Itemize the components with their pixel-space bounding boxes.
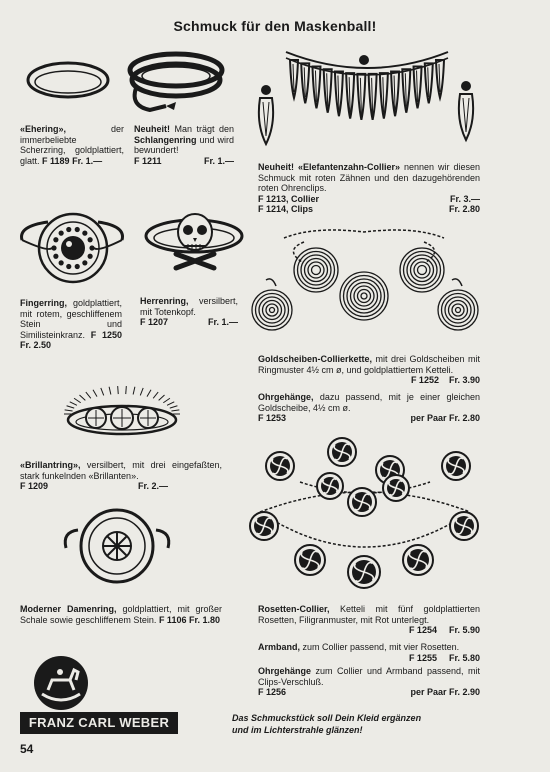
product-description: nennen wir diesen Schmuck mit roten Zähnen und den dazugehörenden roten Ohrenclips.: [258, 162, 480, 194]
product-price: per Paar Fr. 2.90: [410, 687, 480, 698]
product-price: Fr. 5.80: [448, 652, 480, 663]
product-mens-ring: [140, 296, 238, 328]
diamond-ring-illustration: [62, 380, 182, 450]
ladies-ring-illustration: [62, 508, 172, 588]
product-code: F 1211: [134, 155, 162, 166]
product-code: F 1106: [158, 614, 187, 625]
product-price: Fr. 2.50: [20, 340, 52, 351]
page-title: Schmuck für den Maskenball!: [173, 18, 377, 34]
product-price: Fr. 5.90: [448, 625, 480, 636]
product-rosette-earrings: [258, 666, 480, 698]
product-price-2: Fr. 2.80: [448, 204, 480, 215]
brand-logo-bar: FRANZ CARL WEBER: [20, 712, 178, 734]
product-name: Armband,: [258, 642, 301, 652]
product-price: Fr. 1.—: [207, 317, 238, 328]
product-price: Fr. 1.80: [188, 614, 221, 625]
product-code: F 1189: [42, 155, 70, 166]
product-description: Man trägt den: [174, 124, 234, 134]
product-name: Goldscheiben-Collierkette,: [258, 354, 373, 364]
product-name: «Brillantring»,: [20, 460, 81, 470]
product-diamond-ring: [20, 460, 222, 492]
product-description: mit drei Goldscheiben mit Ringmuster 4½ cm ø, und goldplattiertem Ketteli.: [258, 354, 480, 375]
product-description: der immerbeliebte Scherzring, goldplattiert, glatt.: [20, 124, 124, 166]
product-description: zum Collier und Armband passend, mit Clips-Verschluß.: [258, 666, 480, 687]
product-description: dazu passend, mit je einer gleichen Goldscheibe, 4½ cm ø.: [258, 392, 480, 413]
product-name: Herrenring,: [140, 296, 189, 306]
gold-disc-necklace-illustration: [254, 226, 478, 346]
finger-ring-illustration: [18, 212, 128, 292]
product-description: goldplattiert, mit großer Schale sowie geschliffenem Stein.: [20, 604, 222, 625]
product-ladies-ring: [20, 604, 222, 625]
product-code-2: F 1214, Clips: [258, 204, 314, 215]
product-price: per Paar Fr. 2.80: [410, 413, 480, 424]
skull-ring-illustration: [144, 206, 248, 282]
product-name: Neuheit! «Elefantenzahn-Collier»: [258, 162, 400, 172]
product-code: F 1252: [410, 375, 439, 386]
product-rosette-necklace: [258, 604, 480, 636]
product-name: Ohrgehänge: [258, 666, 312, 676]
slogan-line-1: Das Schmuckstück soll Dein Kleid ergänzen: [232, 713, 422, 723]
product-description: versilbert, mit Totenkopf.: [140, 296, 238, 317]
product-description: Ketteli mit fünf goldplattierten Rosetten, Filigranmuster, mit Rot unterlegt.: [258, 604, 480, 625]
product-name: Neuheit!: [134, 124, 170, 134]
product-finger-ring: [20, 298, 122, 351]
product-code: F 1256: [258, 687, 287, 698]
product-gold-disc-necklace: [258, 354, 480, 386]
product-code: F 1255: [408, 652, 437, 663]
product-code: F 1213, Collier: [258, 193, 320, 204]
slogan: [232, 712, 482, 736]
product-name: «Ehering»,: [20, 124, 67, 134]
product-bracelet: [258, 642, 480, 663]
product-description-b: und wird bewundert!: [134, 134, 234, 156]
elephant-tooth-necklace-illustration: [256, 44, 478, 154]
product-disc-earrings: [258, 392, 480, 424]
product-name-b: Schlangenring: [134, 134, 197, 145]
product-name: Ohrgehänge,: [258, 392, 314, 402]
product-code: F 1207: [140, 317, 169, 328]
product-description: goldplattiert, mit rotem, geschliffenem Stein und Similisteinkranz.: [20, 298, 122, 340]
page-number: 54: [20, 742, 34, 756]
snake-ring-illustration: [126, 48, 230, 118]
rosette-jewelry-set-illustration: [250, 432, 480, 592]
product-description: versilbert, mit drei eingefaßten, stark funkelnden «Brillanten».: [20, 460, 222, 481]
product-wedding-ring: [20, 124, 124, 166]
product-price: Fr. 2.—: [138, 481, 169, 492]
product-elephant-tooth-necklace: [258, 162, 480, 215]
product-name: Fingerring,: [20, 298, 67, 308]
product-code: F 1254: [408, 625, 437, 636]
wedding-ring-illustration: [26, 58, 112, 104]
product-price: Fr. 1.—: [72, 155, 103, 166]
product-description: zum Collier passend, mit vier Rosetten.: [302, 642, 460, 652]
slogan-line-2: und im Lichterstrahle glänzen!: [232, 725, 363, 735]
product-code: F 1209: [20, 481, 49, 492]
product-price: Fr. 1.—: [203, 155, 234, 166]
product-code: F 1250: [90, 329, 122, 340]
product-code: F 1253: [258, 413, 287, 424]
product-name: Rosetten-Collier,: [258, 604, 330, 614]
rocking-horse-logo-icon: [30, 656, 92, 710]
product-price: Fr. 3.—: [449, 193, 480, 204]
product-name: Moderner Damenring,: [20, 604, 117, 614]
product-price: Fr. 3.90: [448, 375, 480, 386]
product-snake-ring: [134, 124, 234, 166]
